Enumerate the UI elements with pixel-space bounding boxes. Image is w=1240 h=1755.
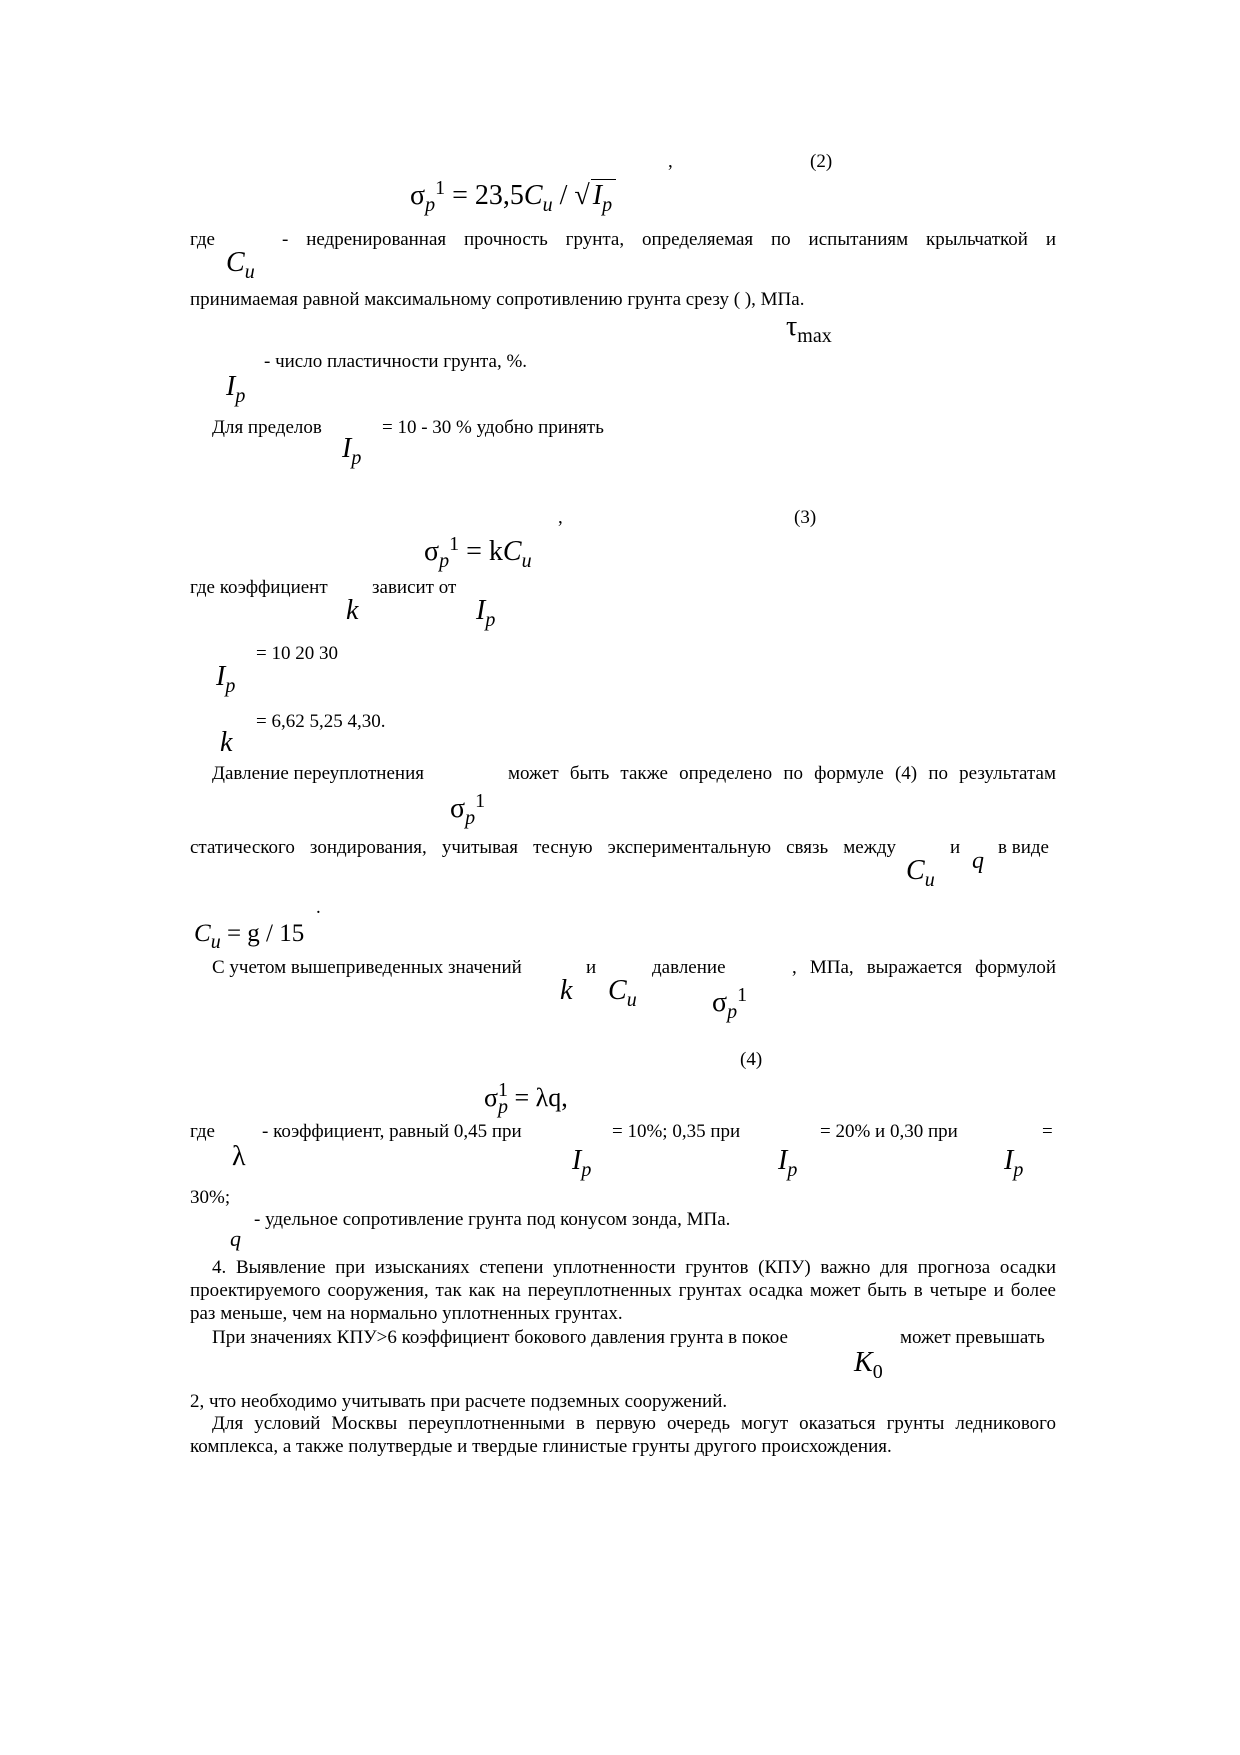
eq3-comma: , bbox=[558, 507, 563, 528]
symbol-ip: $I_p$ bbox=[226, 371, 246, 407]
paragraph-5-c: 2, что необходимо учитывать при расчете подземных сооружений. bbox=[190, 1391, 728, 1412]
symbol-ip: $I_p$ bbox=[1004, 1145, 1024, 1181]
line-8-a: Давление переуплотнения bbox=[212, 763, 424, 784]
line-3-text: - число пластичности грунта, %. bbox=[264, 351, 528, 372]
line-11-c: = 10%; 0,35 при bbox=[612, 1121, 741, 1142]
line-9-a: статического зондирования, учитывая тесную экспериментальную связь между bbox=[190, 837, 896, 858]
symbol-ip: $I_p$ bbox=[342, 433, 362, 469]
line-13-text: - удельное сопротивление грунта под конусом зонда, МПа. bbox=[254, 1209, 731, 1230]
eq2-sigma: σ bbox=[410, 180, 426, 211]
sqrt-radicand: $I_p$ bbox=[591, 179, 616, 221]
line-1-text: - недренированная прочность грунта, определяемая по испытаниям крыльчаткой и bbox=[282, 229, 1056, 250]
line-2-text: принимаемая равной максимальному сопротивлению грунта срезу ( ), МПа. bbox=[190, 289, 805, 310]
symbol-cu: $C_u$ bbox=[226, 247, 255, 283]
line-8-b: может быть также определено по формуле (4) по результатам bbox=[508, 763, 1056, 784]
symbol-sigma-p1: $\sigma_p^1$ bbox=[450, 790, 486, 829]
symbol-k0: $K_0$ bbox=[854, 1347, 883, 1383]
line-9-c: в виде bbox=[998, 837, 1049, 858]
symbol-ip: $I_p$ bbox=[476, 595, 496, 631]
line-12-text: 30%; bbox=[190, 1187, 231, 1208]
line-9-b: и bbox=[950, 837, 961, 858]
symbol-sigma-p1: $\sigma_p^1$ bbox=[712, 984, 748, 1023]
line-10-a: С учетом вышеприведенных значений bbox=[212, 957, 522, 978]
line-10-d: , МПа, выражается формулой bbox=[792, 957, 1056, 978]
ip-values-row: = 10 20 30 bbox=[256, 643, 338, 664]
symbol-tau-max: $\tau_{max}$ bbox=[786, 311, 832, 347]
symbol-k: k bbox=[220, 727, 233, 758]
eq4-number: (4) bbox=[740, 1049, 763, 1070]
paragraph-5-b: может превышать bbox=[900, 1327, 1045, 1348]
eq2-comma: , bbox=[668, 151, 673, 172]
equation-2: $\sigma_p^1 = 23,5C_u$ / √ $I_p$ bbox=[410, 172, 616, 221]
equation-4: $\sigma^1_p = \lambda q$, bbox=[484, 1079, 568, 1118]
line-11-e: = bbox=[1042, 1121, 1053, 1142]
symbol-q: q bbox=[230, 1226, 241, 1251]
line-10-c: давление bbox=[652, 957, 726, 978]
line-5-b: зависит от bbox=[372, 577, 457, 598]
line-11-d: = 20% и 0,30 при bbox=[820, 1121, 958, 1142]
line-4-a: Для пределов bbox=[212, 417, 322, 438]
equation-cu: $C_u = g / 15$ bbox=[194, 920, 305, 953]
symbol-q: q bbox=[972, 848, 984, 874]
paragraph-6: Для условий Москвы переуплотненными в первую очередь могут оказаться грунты ледникового комплекса, а также полутвердые и твердые глинистые грунты другого происхождения. bbox=[190, 1413, 1056, 1457]
line-11-b: - коэффициент, равный 0,45 при bbox=[262, 1121, 522, 1142]
line-11-a: где bbox=[190, 1121, 215, 1142]
line-5-a: где коэффициент bbox=[190, 577, 328, 598]
line-4-b: = 10 - 30 % удобно принять bbox=[382, 417, 604, 438]
sqrt-sign: √ bbox=[574, 180, 590, 211]
symbol-cu: $C_u$ bbox=[906, 855, 935, 891]
symbol-k: k bbox=[346, 595, 359, 626]
symbol-ip: $I_p$ bbox=[572, 1145, 592, 1181]
paragraph-5-a: При значениях КПУ>6 коэффициент бокового давления грунта в покое bbox=[212, 1327, 788, 1348]
line-10-b: и bbox=[586, 957, 597, 978]
eq2-number: (2) bbox=[810, 151, 833, 172]
line-1-where: где bbox=[190, 229, 215, 250]
eq3-number: (3) bbox=[794, 507, 817, 528]
symbol-k: k bbox=[560, 975, 573, 1006]
symbol-lambda: λ bbox=[232, 1141, 246, 1172]
k-values-row: = 6,62 5,25 4,30. bbox=[256, 711, 386, 732]
paragraph-4: 4. Выявление при изысканиях степени уплотненности грунтов (КПУ) важно для прогноза осадки проектируемого сооружения, так как на переуплотненных грунтах осадка может быть в четыре и более раз меньше, чем на нормально уплотненных грунтах. bbox=[190, 1257, 1056, 1324]
symbol-ip: $I_p$ bbox=[778, 1145, 798, 1181]
symbol-cu: $C_u$ bbox=[608, 975, 637, 1011]
eq-cu-dot: . bbox=[316, 897, 321, 918]
equation-3: $\sigma_p^1 = kC_u$ bbox=[424, 533, 532, 572]
symbol-ip: $I_p$ bbox=[216, 661, 236, 697]
